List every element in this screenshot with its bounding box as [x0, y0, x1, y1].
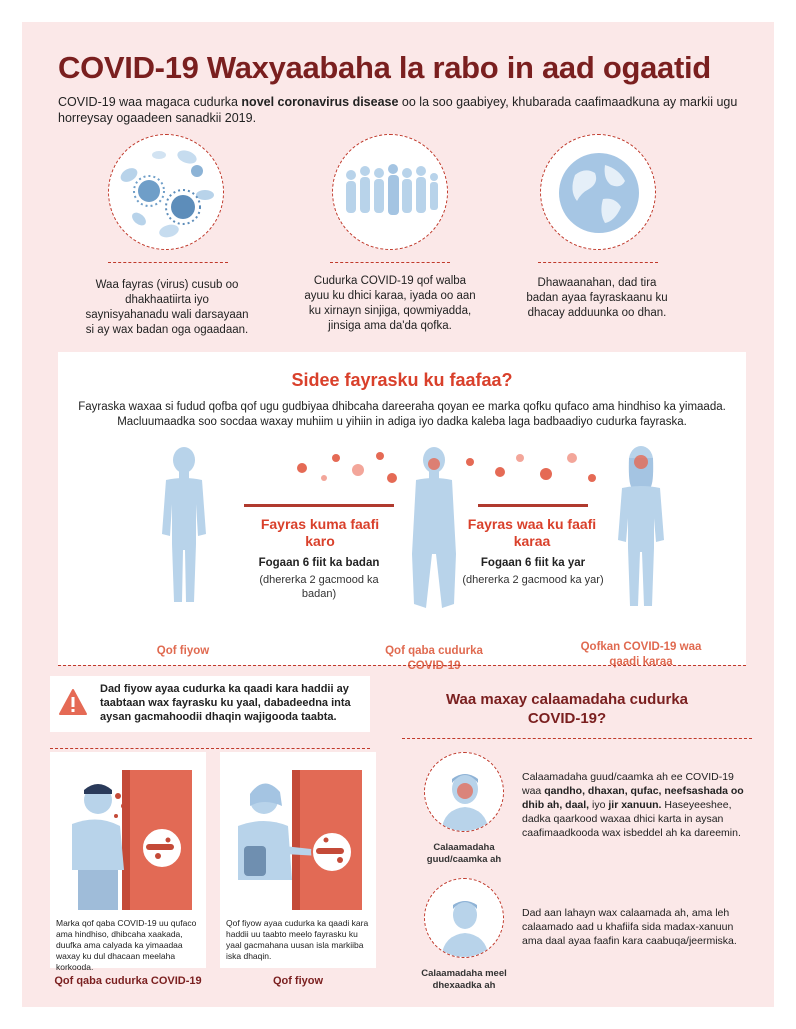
panel-label: Qof fiyow: [272, 975, 324, 987]
distance-note: (dhererka 2 gacmood ka badan): [259, 574, 379, 600]
symptom-icon-label: Calaamadaha guud/caamka ah: [426, 842, 502, 865]
divider: [50, 748, 370, 749]
fact-text: Waa fayras (virus) cusub oo dhakhaatiirta iyo saynisyahanadu wali darsayaan si ay wax badan oga ogaadaan.: [85, 279, 249, 336]
section-text: Fayraska waxaa si fudud qofba qof ugu gudbiyaa dhibcaha dareeraha qoyan ee marka qofku qufaco ama hindhiso ka yimaada. Macluumaadka soo socdaa waxay muhiim u yihiin in adiga iyo dadka kaleba laga badbaadiyo cudurka fayraska.: [78, 401, 726, 428]
distance-value: Fogaan 6 fiit ka badan: [258, 557, 380, 569]
distance-label: Fayras waa ku faafi karaa: [467, 516, 597, 549]
symptoms-title: Waa maxay calaamadaha cudurka COVID-19?: [445, 691, 689, 727]
virus-icon: [108, 134, 224, 250]
figure-label: Qof qaba cudurka COVID-19: [385, 645, 483, 672]
exposed-person-icon: [608, 444, 674, 608]
symptom-text: Dad aan lahayn wax calaamada ah, ama leh calaamado aad u khafiifa sida madax-xanuun ama daal ayaa faafin kara caabuqa/jeermiska.: [522, 907, 737, 947]
figure-label: Qofkan COVID-19 waa qaadi karaa: [580, 641, 702, 668]
divider: [330, 262, 450, 263]
fever-icon: [424, 752, 504, 832]
divider: [108, 262, 228, 263]
fact-text: Dhawaanahan, dad tira badan ayaa fayraskaanu ku dhacay adduunka oo dhan.: [526, 277, 668, 319]
divider: [402, 738, 752, 739]
divider: [58, 665, 746, 666]
distance-note: (dhererka 2 gacmood ka yar): [462, 574, 604, 586]
symptom-icon-label: Calaamadaha meel dhexaadka ah: [421, 968, 507, 991]
cough-scene-icon: [58, 760, 198, 910]
warning-box: [50, 676, 370, 732]
spread-section: [58, 352, 746, 672]
panel-caption: Marka qof qaba COVID-19 uu qufaco ama hindhiso, dhibcaha xaakada, duufka ama calyada ka yimaadaa waxay ku dul dhacaan meelaha korkooda.: [56, 918, 197, 972]
distance-label: Fayras kuma faafi karo: [260, 516, 380, 549]
fact-text: Cudurka COVID-19 qof walba ayuu ku dhici karaa, iyada oo aan ku xirnayn sinjiga, qowmiyadda, jinsiga ama da'da qofka.: [304, 275, 476, 332]
distance-line: [244, 504, 394, 507]
panel-label: Qof qaba cudurka COVID-19: [54, 975, 202, 987]
droplets-icon: [284, 448, 404, 498]
warning-icon: [58, 688, 88, 716]
symptom-text: Calaamadaha guud/caamka ah ee COVID-19 waa qandho, dhaxan, qufac, neefsashada oo dhib ah, daal, iyo jir xanuun. Haseyeeshee, dadka qaarkood waxaa dhici karta in aysan caafimaadkooda wax isbeddel ah ka dareemin.: [522, 771, 744, 839]
warning-text: Dad fiyow ayaa cudurka ka qaadi kara haddii ay taabtaan wax fayrasku ku yaal, dabadeedna inta aysan gacmahoodii dhaqin wajigooda taabta.: [100, 683, 351, 723]
infographic-page: [22, 22, 774, 1007]
touch-scene-icon: [228, 760, 368, 910]
globe-icon: [540, 134, 656, 250]
distance-line: [478, 504, 588, 507]
droplets-icon: [456, 448, 606, 498]
cough-panel: [50, 752, 206, 972]
intro-text: COVID-19 waa magaca cudurka novel coronavirus disease oo la soo gaabiyey, khubarada caafimaadkuna ay markii ugu horreysay ogaadeen sanadkii 2019.: [58, 95, 738, 125]
figure-label: Qof fiyow: [156, 645, 210, 657]
people-icon: [332, 134, 448, 250]
section-title: Sidee fayrasku ku faafaa?: [291, 370, 513, 390]
healthy-person-icon: [154, 444, 214, 604]
divider: [538, 262, 658, 263]
distance-value: Fogaan 6 fiit ka yar: [480, 557, 586, 569]
touch-panel: [220, 752, 376, 968]
panel-caption: Qof fiyow ayaa cudurka ka qaadi kara haddii uu taabto meelo fayrasku ku yaal gacmahana uusan isla markiiba iska dhaqin.: [226, 918, 369, 961]
mild-person-icon: [424, 878, 504, 958]
page-title: COVID-19 Waxyaabaha la rabo in aad ogaatid: [58, 50, 711, 85]
